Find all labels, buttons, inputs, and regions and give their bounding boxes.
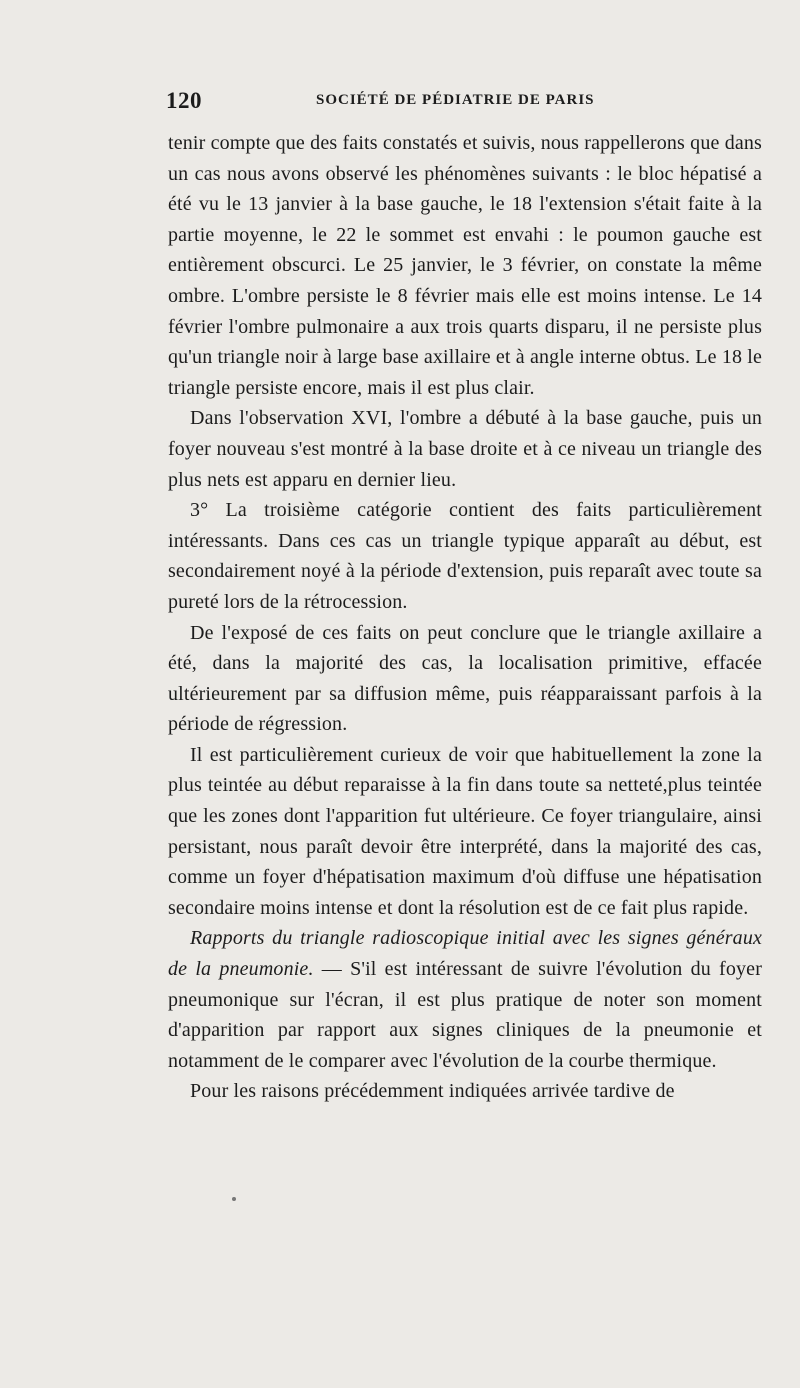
- body-text: [168, 128, 762, 1107]
- paragraph-4: De l'exposé de ces faits on peut conclure que le triangle axillaire a été, dans la majorité des cas, la localisation primitive, effacée ultérieurement par sa diffusion même, puis réapparaissant parfois à la période de régression.: [168, 621, 762, 736]
- paragraph-1: tenir compte que des faits constatés et suivis, nous rappellerons que dans un cas nous avons observé les phénomènes suivants : le bloc hépatisé a été vu le 13 janvier à la base gauche, le 18 l'extension s'était faite à la partie moyenne, le 22 le sommet est envahi : le poumon gauche est entièrement obscurci. Le 25 janvier, le 3 février, on constate la même ombre. L'ombre persiste le 8 février mais elle est moins intense. Le 14 février l'ombre pulmonaire a aux trois quarts disparu, il ne persiste plus qu'un triangle noir à large base axillaire et à angle interne obtus. Le 18 le triangle persiste encore, mais il est plus clair.: [168, 132, 763, 399]
- paragraph-5: Il est particulièrement curieux de voir que habituellement la zone la plus teintée au début reparaisse à la fin dans toute sa netteté,plus teintée que les zones dont l'apparition fut ultérieure. Ce foyer triangulaire, ainsi persistant, nous paraît devoir être interprété, dans la majorité des cas, comme un foyer d'hépatisation maximum d'où diffuse une hépatisation secondaire moins intense et dont la résolution est de ce fait plus rapide.: [168, 743, 762, 919]
- paragraph-6: [168, 923, 762, 1076]
- paragraph-3: 3° La troisième catégorie contient des faits particulièrement intéressants. Dans ces cas un triangle typique apparaît au début, est secondairement noyé à la période d'extension, puis reparaît avec toute sa pureté lors de la rétrocession.: [168, 499, 762, 613]
- section-heading-italic: Rapports du triangle radioscopique initial avec les signes généraux de la pneumonie.: [168, 927, 762, 981]
- paper-speck: [232, 1197, 236, 1201]
- paragraph-7: Pour les raisons précédemment indiquées arrivée tardive de: [190, 1080, 675, 1103]
- page-header: [166, 88, 766, 116]
- paragraph-6-text: — S'il est intéressant de suivre l'évolution du foyer pneumonique sur l'écran, il est plus pratique de noter son moment d'apparition par rapport aux signes cliniques de la pneumonie et notamment de le comparer avec l'évolution de la courbe thermique.: [168, 958, 763, 1072]
- page-number: 120: [166, 88, 202, 113]
- running-head: SOCIÉTÉ DE PÉDIATRIE DE PARIS: [316, 92, 595, 108]
- paragraph-2: Dans l'observation XVI, l'ombre a débuté à la base gauche, puis un foyer nouveau s'est montré à la base droite et à ce niveau un triangle des plus nets est apparu en dernier lieu.: [168, 407, 762, 491]
